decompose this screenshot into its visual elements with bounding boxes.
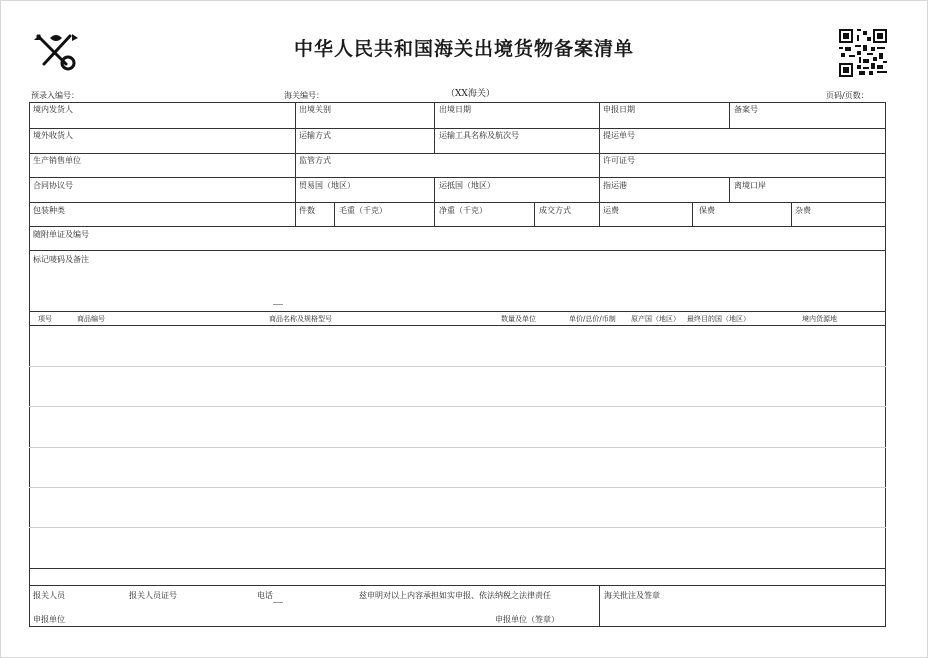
misc-fee-label: 杂费 (795, 206, 811, 215)
col-origin: 原产国（地区） (631, 315, 680, 323)
dest-country-label: 运抵国（地区） (439, 181, 495, 190)
transport-mode-label: 运输方式 (299, 131, 331, 140)
exit-date-label: 出境日期 (439, 105, 471, 114)
broker-id-label: 报关人员证号 (129, 591, 177, 600)
declaration-statement: 兹申明对以上内容承担如实申报、依法纳税之法律责任 (359, 591, 551, 600)
package-type-label: 包装种类 (33, 206, 65, 215)
declaration-table (29, 102, 886, 627)
declarant-label: 申报单位 (33, 615, 65, 624)
col-price-currency: 单价/总价/币制 (569, 315, 616, 323)
transport-name-label: 运输工具名称及航次号 (439, 131, 519, 140)
qr-code-icon (839, 29, 887, 77)
declarant-stamp-label: 申报单位（签章） (495, 615, 559, 624)
overseas-consignee-label: 境外收货人 (33, 131, 73, 140)
docs-label: 随附单证及编号 (33, 230, 89, 239)
producer-label: 生产销售单位 (33, 156, 81, 165)
marks-label: 标记唛码及备注 (33, 255, 89, 264)
preentry-no-label: 预录入编号： (31, 91, 79, 100)
form-title: 中华人民共和国海关出境货物备案清单 (293, 38, 634, 60)
dest-port-label: 指运港 (603, 181, 627, 190)
exit-port-domestic-label: 离境口岸 (734, 181, 766, 190)
insurance-label: 保费 (699, 206, 715, 215)
customs-stamp-label: 海关批注及签章 (604, 591, 660, 600)
col-item-no: 项号 (38, 315, 52, 323)
domestic-shipper-label: 境内发货人 (33, 105, 73, 114)
pieces-label: 件数 (299, 206, 315, 215)
customs-office-name: （XX海关） (446, 89, 495, 99)
col-domestic-source: 境内货源地 (802, 315, 837, 323)
contract-no-label: 合同协议号 (33, 181, 73, 190)
trade-country-label: 贸易国（地区） (299, 181, 355, 190)
license-no-label: 许可证号 (603, 156, 635, 165)
gross-weight-label: 毛重（千克） (339, 206, 387, 215)
record-no-label: 备案号 (734, 105, 758, 114)
supervision-mode-label: 监管方式 (299, 156, 331, 165)
trans-mode-label: 成交方式 (539, 206, 571, 215)
col-commodity-code: 商品编号 (77, 315, 105, 323)
col-final-dest: 最终目的国（地区） (687, 315, 750, 323)
page-count-label: 页码/页数： (826, 91, 869, 100)
customs-no-label: 海关编号： (284, 91, 324, 100)
freight-label: 运费 (603, 206, 619, 215)
declare-date-label: 申报日期 (603, 105, 635, 114)
bill-no-label: 提运单号 (603, 131, 635, 140)
exit-port-label: 出境关别 (299, 105, 331, 114)
phone-label: 电话 (257, 591, 273, 600)
col-name-spec: 商品名称及规格型号 (269, 315, 332, 323)
net-weight-label: 净重（千克） (439, 206, 487, 215)
col-qty-unit: 数量及单位 (501, 315, 536, 323)
broker-label: 报关人员 (33, 591, 65, 600)
